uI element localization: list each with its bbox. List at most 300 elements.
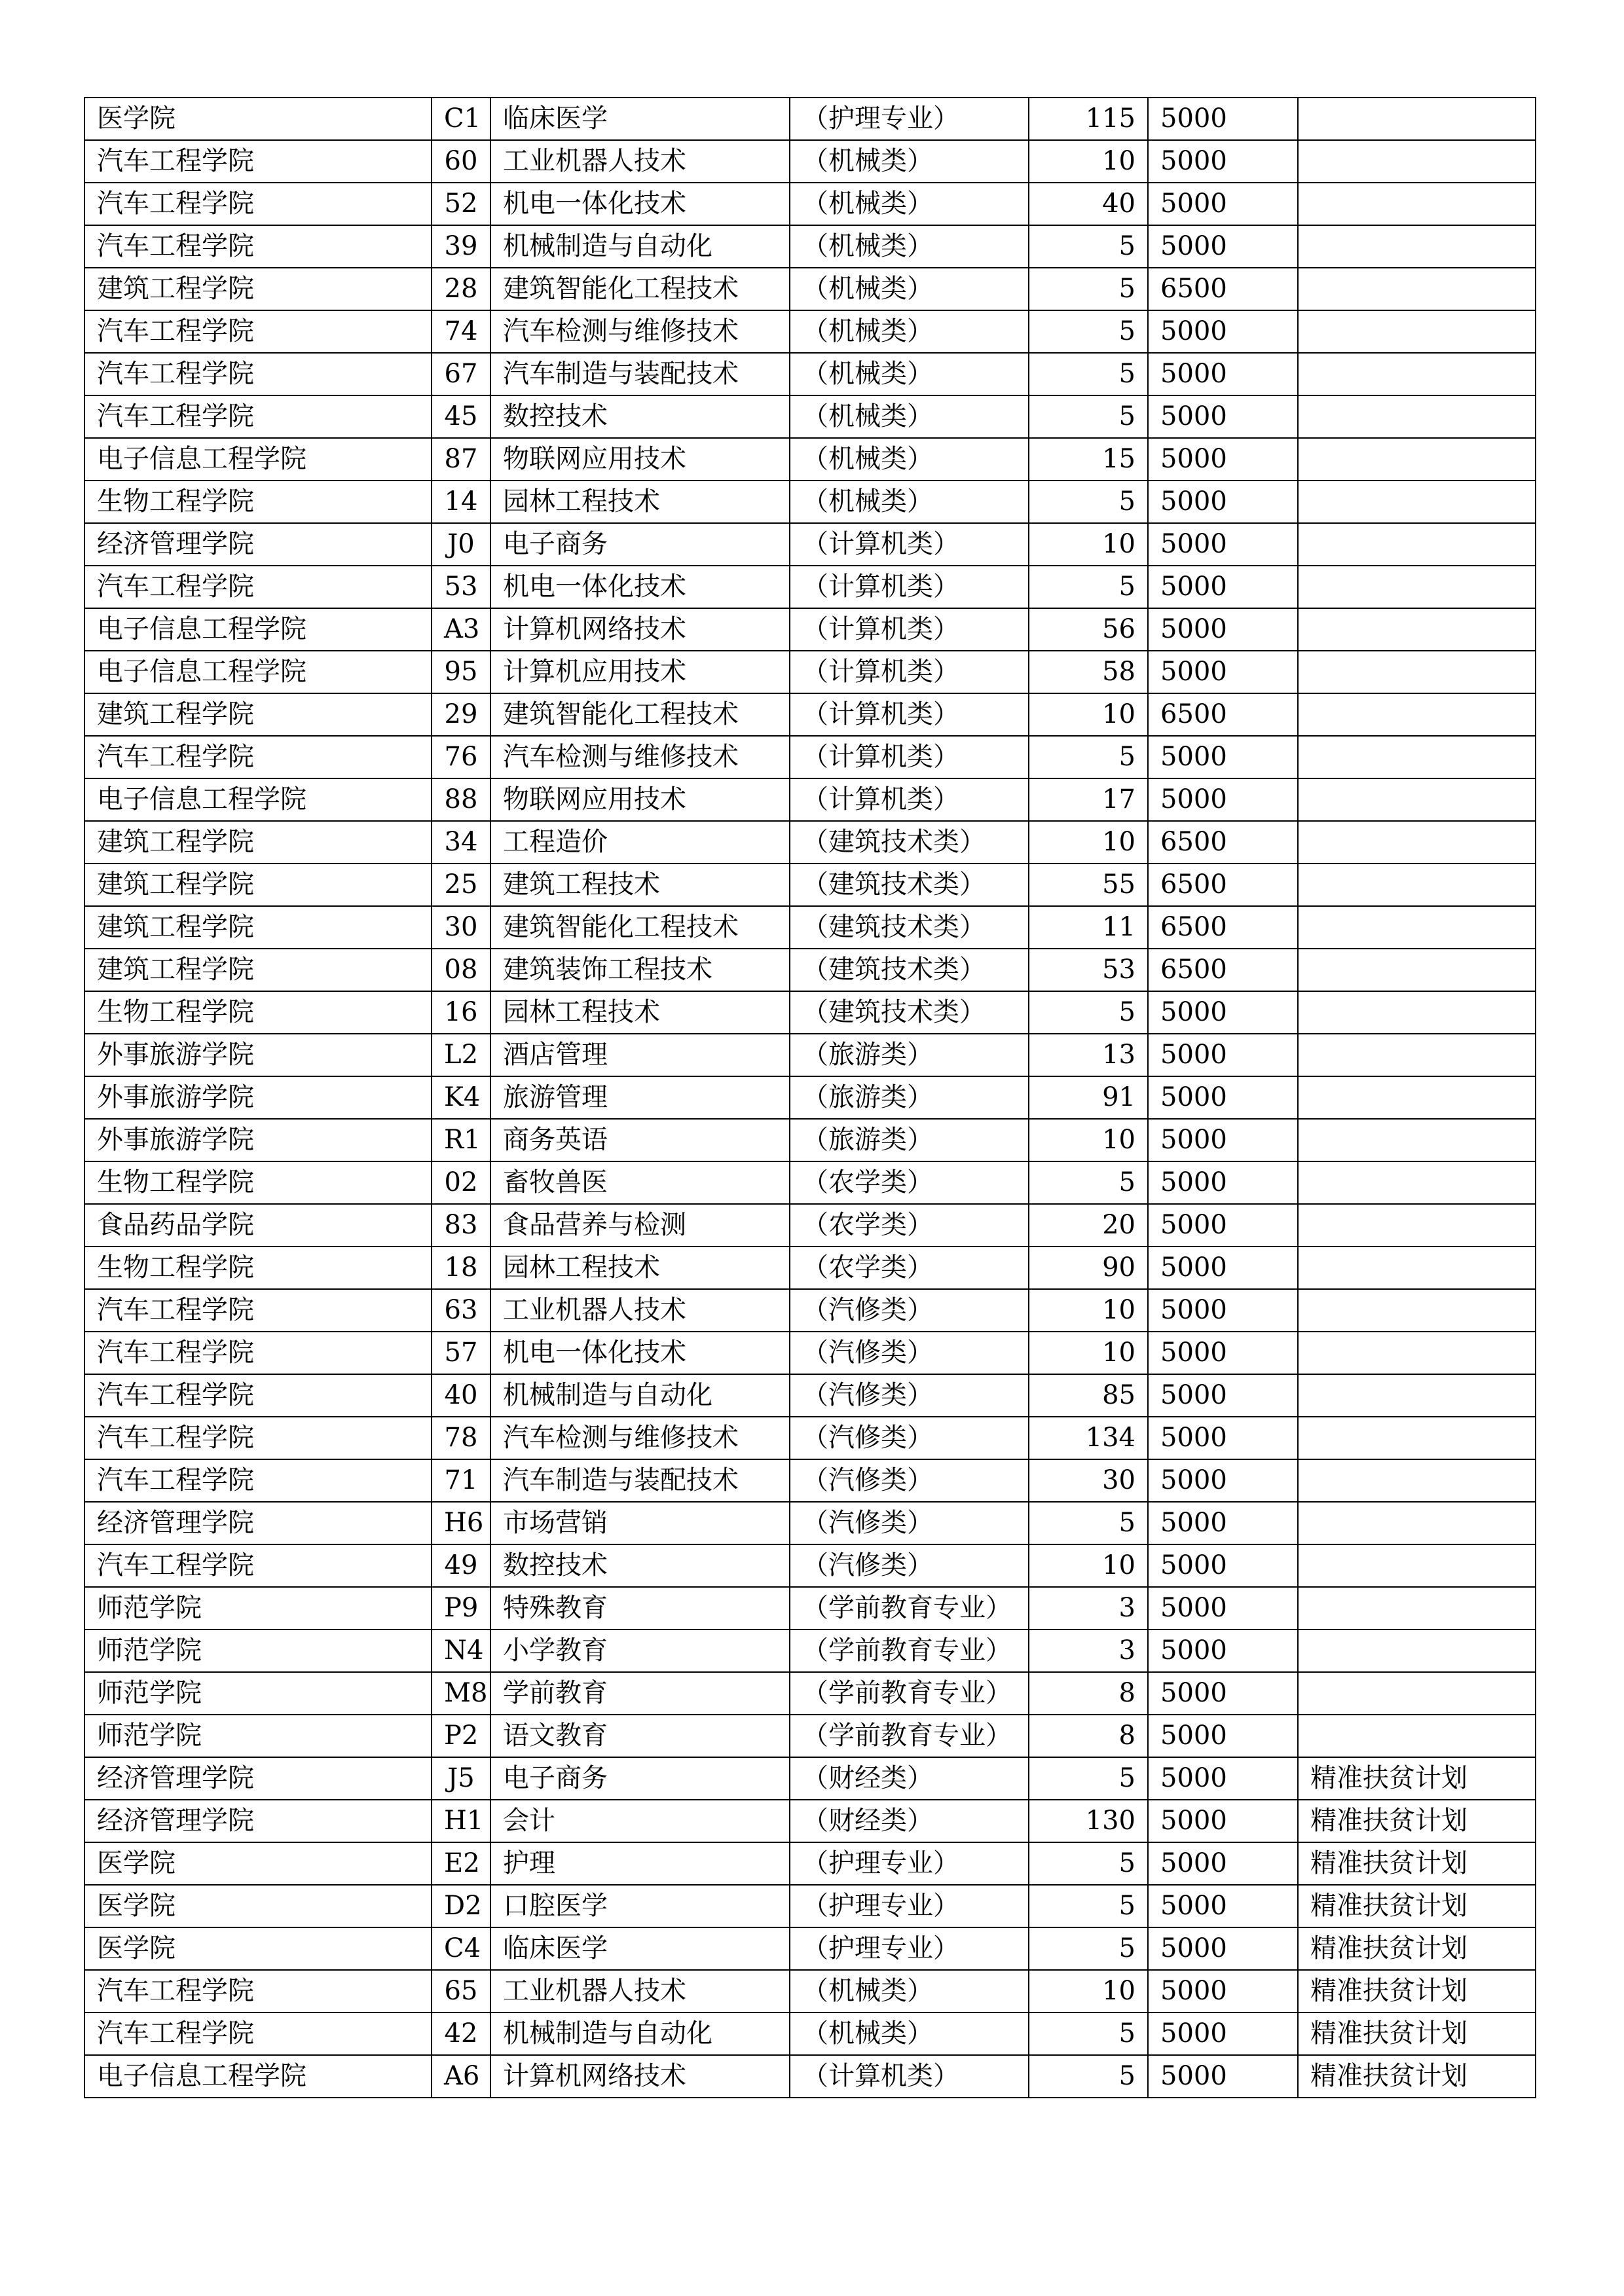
cell-major: 机械制造与自动化 [490,1374,790,1417]
cell-note [1298,1459,1536,1502]
cell-plan-count: 5 [1029,1502,1148,1544]
cell-category: （计算机类） [790,736,1029,778]
cell-note: 精准扶贫计划 [1298,1885,1536,1927]
cell-tuition: 5000 [1148,481,1298,523]
cell-college: 汽车工程学院 [84,395,432,438]
cell-major-code: 83 [432,1204,490,1247]
cell-plan-count: 5 [1029,225,1148,268]
cell-major: 会计 [490,1800,790,1842]
cell-category: （机械类） [790,225,1029,268]
table-body [84,98,1536,2098]
cell-major: 机械制造与自动化 [490,225,790,268]
cell-tuition: 5000 [1148,651,1298,693]
cell-note [1298,1289,1536,1332]
table-row [84,438,1536,481]
cell-tuition: 6500 [1148,864,1298,906]
cell-category: （财经类） [790,1800,1029,1842]
cell-plan-count: 56 [1029,608,1148,651]
cell-major: 汽车检测与维修技术 [490,1417,790,1459]
cell-tuition: 5000 [1148,1630,1298,1672]
cell-major-code: N4 [432,1630,490,1672]
cell-plan-count: 5 [1029,353,1148,395]
cell-category: （护理专业） [790,98,1029,140]
cell-category: （学前教育专业） [790,1587,1029,1630]
cell-college: 经济管理学院 [84,1800,432,1842]
cell-plan-count: 5 [1029,1757,1148,1800]
table-row [84,481,1536,523]
cell-college: 汽车工程学院 [84,1332,432,1374]
cell-note [1298,651,1536,693]
cell-major: 汽车检测与维修技术 [490,736,790,778]
cell-major: 园林工程技术 [490,991,790,1034]
cell-college: 汽车工程学院 [84,1459,432,1502]
cell-major-code: 39 [432,225,490,268]
table-row [84,566,1536,608]
cell-major: 商务英语 [490,1119,790,1161]
cell-major: 特殊教育 [490,1587,790,1630]
cell-category: （机械类） [790,183,1029,225]
cell-plan-count: 91 [1029,1076,1148,1119]
cell-major: 食品营养与检测 [490,1204,790,1247]
cell-plan-count: 5 [1029,991,1148,1034]
table-row [84,1544,1536,1587]
table-row [84,1119,1536,1161]
cell-major-code: 67 [432,353,490,395]
cell-note: 精准扶贫计划 [1298,1927,1536,1970]
cell-category: （计算机类） [790,566,1029,608]
cell-major: 计算机网络技术 [490,608,790,651]
cell-major-code: 02 [432,1161,490,1204]
cell-category: （财经类） [790,1757,1029,1800]
cell-major: 工程造价 [490,821,790,864]
table-row [84,395,1536,438]
cell-tuition: 5000 [1148,1204,1298,1247]
table-row [84,1672,1536,1715]
cell-plan-count: 13 [1029,1034,1148,1076]
cell-note [1298,1502,1536,1544]
cell-tuition: 5000 [1148,1034,1298,1076]
cell-category: （计算机类） [790,2055,1029,2098]
cell-category: （机械类） [790,481,1029,523]
cell-category: （旅游类） [790,1076,1029,1119]
cell-college: 建筑工程学院 [84,864,432,906]
cell-category: （机械类） [790,353,1029,395]
cell-note [1298,821,1536,864]
cell-tuition: 6500 [1148,906,1298,949]
table-row [84,1842,1536,1885]
cell-plan-count: 10 [1029,1544,1148,1587]
cell-college: 外事旅游学院 [84,1034,432,1076]
cell-tuition: 5000 [1148,2055,1298,2098]
cell-tuition: 5000 [1148,2013,1298,2055]
cell-tuition: 6500 [1148,268,1298,310]
cell-plan-count: 5 [1029,268,1148,310]
cell-tuition: 5000 [1148,1076,1298,1119]
cell-tuition: 6500 [1148,949,1298,991]
cell-college: 师范学院 [84,1672,432,1715]
cell-major: 工业机器人技术 [490,1289,790,1332]
cell-college: 经济管理学院 [84,1502,432,1544]
cell-category: （护理专业） [790,1885,1029,1927]
table-row [84,1459,1536,1502]
cell-plan-count: 58 [1029,651,1148,693]
cell-tuition: 5000 [1148,1927,1298,1970]
cell-note [1298,1587,1536,1630]
cell-college: 师范学院 [84,1630,432,1672]
cell-college: 汽车工程学院 [84,566,432,608]
cell-category: （建筑技术类） [790,906,1029,949]
cell-tuition: 5000 [1148,991,1298,1034]
cell-category: （计算机类） [790,523,1029,566]
cell-plan-count: 3 [1029,1587,1148,1630]
cell-tuition: 5000 [1148,183,1298,225]
cell-category: （建筑技术类） [790,821,1029,864]
cell-category: （护理专业） [790,1842,1029,1885]
cell-major: 机电一体化技术 [490,566,790,608]
cell-major-code: R1 [432,1119,490,1161]
table-row [84,991,1536,1034]
cell-note [1298,949,1536,991]
cell-college: 生物工程学院 [84,1161,432,1204]
cell-plan-count: 3 [1029,1630,1148,1672]
cell-major-code: 28 [432,268,490,310]
cell-college: 生物工程学院 [84,991,432,1034]
cell-note [1298,225,1536,268]
cell-major-code: H1 [432,1800,490,1842]
cell-plan-count: 53 [1029,949,1148,991]
cell-note [1298,1417,1536,1459]
cell-major-code: 57 [432,1332,490,1374]
cell-note [1298,693,1536,736]
cell-category: （机械类） [790,310,1029,353]
cell-category: （机械类） [790,268,1029,310]
cell-tuition: 5000 [1148,736,1298,778]
cell-major: 计算机应用技术 [490,651,790,693]
cell-category: （机械类） [790,140,1029,183]
cell-college: 电子信息工程学院 [84,651,432,693]
cell-note: 精准扶贫计划 [1298,2013,1536,2055]
cell-college: 经济管理学院 [84,1757,432,1800]
cell-college: 建筑工程学院 [84,268,432,310]
cell-category: （机械类） [790,2013,1029,2055]
cell-tuition: 5000 [1148,1885,1298,1927]
cell-major-code: P9 [432,1587,490,1630]
cell-tuition: 5000 [1148,1544,1298,1587]
cell-major: 建筑工程技术 [490,864,790,906]
cell-major: 汽车制造与装配技术 [490,1459,790,1502]
cell-major: 机械制造与自动化 [490,2013,790,2055]
table-row [84,310,1536,353]
cell-tuition: 5000 [1148,1417,1298,1459]
cell-plan-count: 5 [1029,1885,1148,1927]
table-row [84,736,1536,778]
cell-major: 物联网应用技术 [490,778,790,821]
table-row [84,1970,1536,2013]
cell-plan-count: 17 [1029,778,1148,821]
cell-plan-count: 115 [1029,98,1148,140]
cell-plan-count: 5 [1029,310,1148,353]
cell-college: 汽车工程学院 [84,353,432,395]
cell-college: 医学院 [84,1885,432,1927]
cell-tuition: 5000 [1148,395,1298,438]
cell-category: （计算机类） [790,608,1029,651]
cell-note [1298,523,1536,566]
cell-note [1298,1332,1536,1374]
table-row [84,1417,1536,1459]
cell-major: 小学教育 [490,1630,790,1672]
cell-plan-count: 10 [1029,523,1148,566]
cell-note [1298,991,1536,1034]
cell-college: 建筑工程学院 [84,821,432,864]
table-row [84,778,1536,821]
cell-category: （汽修类） [790,1502,1029,1544]
cell-major: 建筑装饰工程技术 [490,949,790,991]
cell-note [1298,608,1536,651]
cell-note [1298,183,1536,225]
cell-major-code: K4 [432,1076,490,1119]
cell-tuition: 5000 [1148,310,1298,353]
cell-major-code: C4 [432,1927,490,1970]
cell-note [1298,1715,1536,1757]
table-row [84,651,1536,693]
cell-category: （农学类） [790,1161,1029,1204]
cell-tuition: 5000 [1148,1161,1298,1204]
cell-category: （农学类） [790,1247,1029,1289]
table-row [84,1757,1536,1800]
cell-tuition: 5000 [1148,523,1298,566]
cell-plan-count: 5 [1029,2055,1148,2098]
cell-category: （学前教育专业） [790,1630,1029,1672]
cell-college: 建筑工程学院 [84,693,432,736]
cell-tuition: 5000 [1148,566,1298,608]
table-row [84,2055,1536,2098]
cell-college: 汽车工程学院 [84,736,432,778]
cell-tuition: 5000 [1148,778,1298,821]
cell-tuition: 5000 [1148,1800,1298,1842]
cell-plan-count: 40 [1029,183,1148,225]
cell-note [1298,1204,1536,1247]
cell-tuition: 6500 [1148,821,1298,864]
cell-note: 精准扶贫计划 [1298,1842,1536,1885]
table-row [84,821,1536,864]
cell-major: 物联网应用技术 [490,438,790,481]
cell-category: （计算机类） [790,693,1029,736]
enrollment-table [84,97,1536,2098]
cell-major-code: 52 [432,183,490,225]
cell-college: 汽车工程学院 [84,1289,432,1332]
cell-note [1298,1672,1536,1715]
cell-major: 园林工程技术 [490,481,790,523]
cell-major-code: 14 [432,481,490,523]
cell-major: 工业机器人技术 [490,1970,790,2013]
table-row [84,1247,1536,1289]
cell-major: 市场营销 [490,1502,790,1544]
cell-category: （建筑技术类） [790,991,1029,1034]
cell-note [1298,1247,1536,1289]
cell-category: （汽修类） [790,1332,1029,1374]
cell-college: 汽车工程学院 [84,1544,432,1587]
cell-major-code: E2 [432,1842,490,1885]
cell-tuition: 5000 [1148,1587,1298,1630]
table-row [84,523,1536,566]
cell-note [1298,481,1536,523]
cell-note: 精准扶贫计划 [1298,1757,1536,1800]
cell-note: 精准扶贫计划 [1298,2055,1536,2098]
cell-category: （汽修类） [790,1459,1029,1502]
cell-major-code: 42 [432,2013,490,2055]
cell-tuition: 5000 [1148,1289,1298,1332]
table-row [84,693,1536,736]
cell-category: （计算机类） [790,651,1029,693]
cell-note [1298,98,1536,140]
cell-major-code: 76 [432,736,490,778]
cell-college: 建筑工程学院 [84,906,432,949]
cell-plan-count: 10 [1029,140,1148,183]
cell-major: 电子商务 [490,523,790,566]
cell-category: （汽修类） [790,1289,1029,1332]
cell-tuition: 5000 [1148,140,1298,183]
cell-category: （汽修类） [790,1374,1029,1417]
cell-major-code: 63 [432,1289,490,1332]
cell-major: 电子商务 [490,1757,790,1800]
cell-note [1298,438,1536,481]
cell-plan-count: 85 [1029,1374,1148,1417]
cell-tuition: 5000 [1148,608,1298,651]
cell-college: 医学院 [84,98,432,140]
cell-college: 师范学院 [84,1715,432,1757]
cell-college: 电子信息工程学院 [84,608,432,651]
cell-major-code: J0 [432,523,490,566]
cell-plan-count: 20 [1029,1204,1148,1247]
cell-major-code: J5 [432,1757,490,1800]
cell-plan-count: 5 [1029,1927,1148,1970]
cell-category: （学前教育专业） [790,1672,1029,1715]
cell-college: 汽车工程学院 [84,183,432,225]
cell-major-code: A6 [432,2055,490,2098]
cell-college: 汽车工程学院 [84,310,432,353]
cell-plan-count: 5 [1029,481,1148,523]
table-row [84,1161,1536,1204]
cell-plan-count: 30 [1029,1459,1148,1502]
cell-college: 汽车工程学院 [84,225,432,268]
cell-college: 汽车工程学院 [84,140,432,183]
cell-note [1298,566,1536,608]
cell-plan-count: 10 [1029,693,1148,736]
cell-major: 汽车制造与装配技术 [490,353,790,395]
table-row [84,225,1536,268]
cell-note [1298,864,1536,906]
cell-major-code: P2 [432,1715,490,1757]
cell-major-code: D2 [432,1885,490,1927]
cell-plan-count: 10 [1029,1119,1148,1161]
cell-category: （学前教育专业） [790,1715,1029,1757]
cell-plan-count: 5 [1029,2013,1148,2055]
cell-major-code: 87 [432,438,490,481]
cell-college: 生物工程学院 [84,1247,432,1289]
cell-major-code: 95 [432,651,490,693]
cell-major: 计算机网络技术 [490,2055,790,2098]
cell-note [1298,353,1536,395]
cell-category: （汽修类） [790,1417,1029,1459]
cell-major-code: 30 [432,906,490,949]
cell-plan-count: 10 [1029,1332,1148,1374]
cell-tuition: 5000 [1148,1757,1298,1800]
cell-plan-count: 5 [1029,736,1148,778]
cell-major-code: 25 [432,864,490,906]
cell-major: 语文教育 [490,1715,790,1757]
cell-tuition: 5000 [1148,353,1298,395]
cell-tuition: 5000 [1148,98,1298,140]
cell-major-code: 65 [432,1970,490,2013]
cell-major-code: 29 [432,693,490,736]
cell-plan-count: 55 [1029,864,1148,906]
table-row [84,1715,1536,1757]
cell-plan-count: 15 [1029,438,1148,481]
cell-college: 外事旅游学院 [84,1076,432,1119]
table-row [84,1332,1536,1374]
cell-major-code: 88 [432,778,490,821]
table-row [84,1374,1536,1417]
cell-major-code: A3 [432,608,490,651]
cell-category: （旅游类） [790,1119,1029,1161]
table-row [84,1885,1536,1927]
cell-note: 精准扶贫计划 [1298,1800,1536,1842]
cell-tuition: 5000 [1148,1715,1298,1757]
cell-major: 学前教育 [490,1672,790,1715]
cell-major: 数控技术 [490,1544,790,1587]
cell-plan-count: 134 [1029,1417,1148,1459]
cell-tuition: 6500 [1148,693,1298,736]
cell-tuition: 5000 [1148,225,1298,268]
table-row [84,183,1536,225]
cell-major-code: 40 [432,1374,490,1417]
cell-major: 畜牧兽医 [490,1161,790,1204]
cell-plan-count: 8 [1029,1672,1148,1715]
cell-college: 电子信息工程学院 [84,438,432,481]
table-row [84,906,1536,949]
cell-tuition: 5000 [1148,1247,1298,1289]
cell-category: （机械类） [790,395,1029,438]
cell-major-code: L2 [432,1034,490,1076]
cell-tuition: 5000 [1148,1459,1298,1502]
table-row [84,608,1536,651]
cell-college: 生物工程学院 [84,481,432,523]
cell-category: （建筑技术类） [790,949,1029,991]
cell-major: 机电一体化技术 [490,183,790,225]
table-row [84,1034,1536,1076]
cell-major-code: 34 [432,821,490,864]
table-row [84,353,1536,395]
cell-note [1298,268,1536,310]
cell-tuition: 5000 [1148,1502,1298,1544]
cell-college: 汽车工程学院 [84,1417,432,1459]
cell-category: （建筑技术类） [790,864,1029,906]
cell-college: 电子信息工程学院 [84,778,432,821]
table-row [84,949,1536,991]
cell-major-code: 16 [432,991,490,1034]
table-row [84,1076,1536,1119]
cell-plan-count: 130 [1029,1800,1148,1842]
cell-college: 医学院 [84,1842,432,1885]
cell-note [1298,906,1536,949]
cell-major: 临床医学 [490,1927,790,1970]
cell-category: （护理专业） [790,1927,1029,1970]
cell-major-code: 53 [432,566,490,608]
cell-category: （旅游类） [790,1034,1029,1076]
table-row [84,864,1536,906]
cell-category: （汽修类） [790,1544,1029,1587]
cell-note [1298,736,1536,778]
